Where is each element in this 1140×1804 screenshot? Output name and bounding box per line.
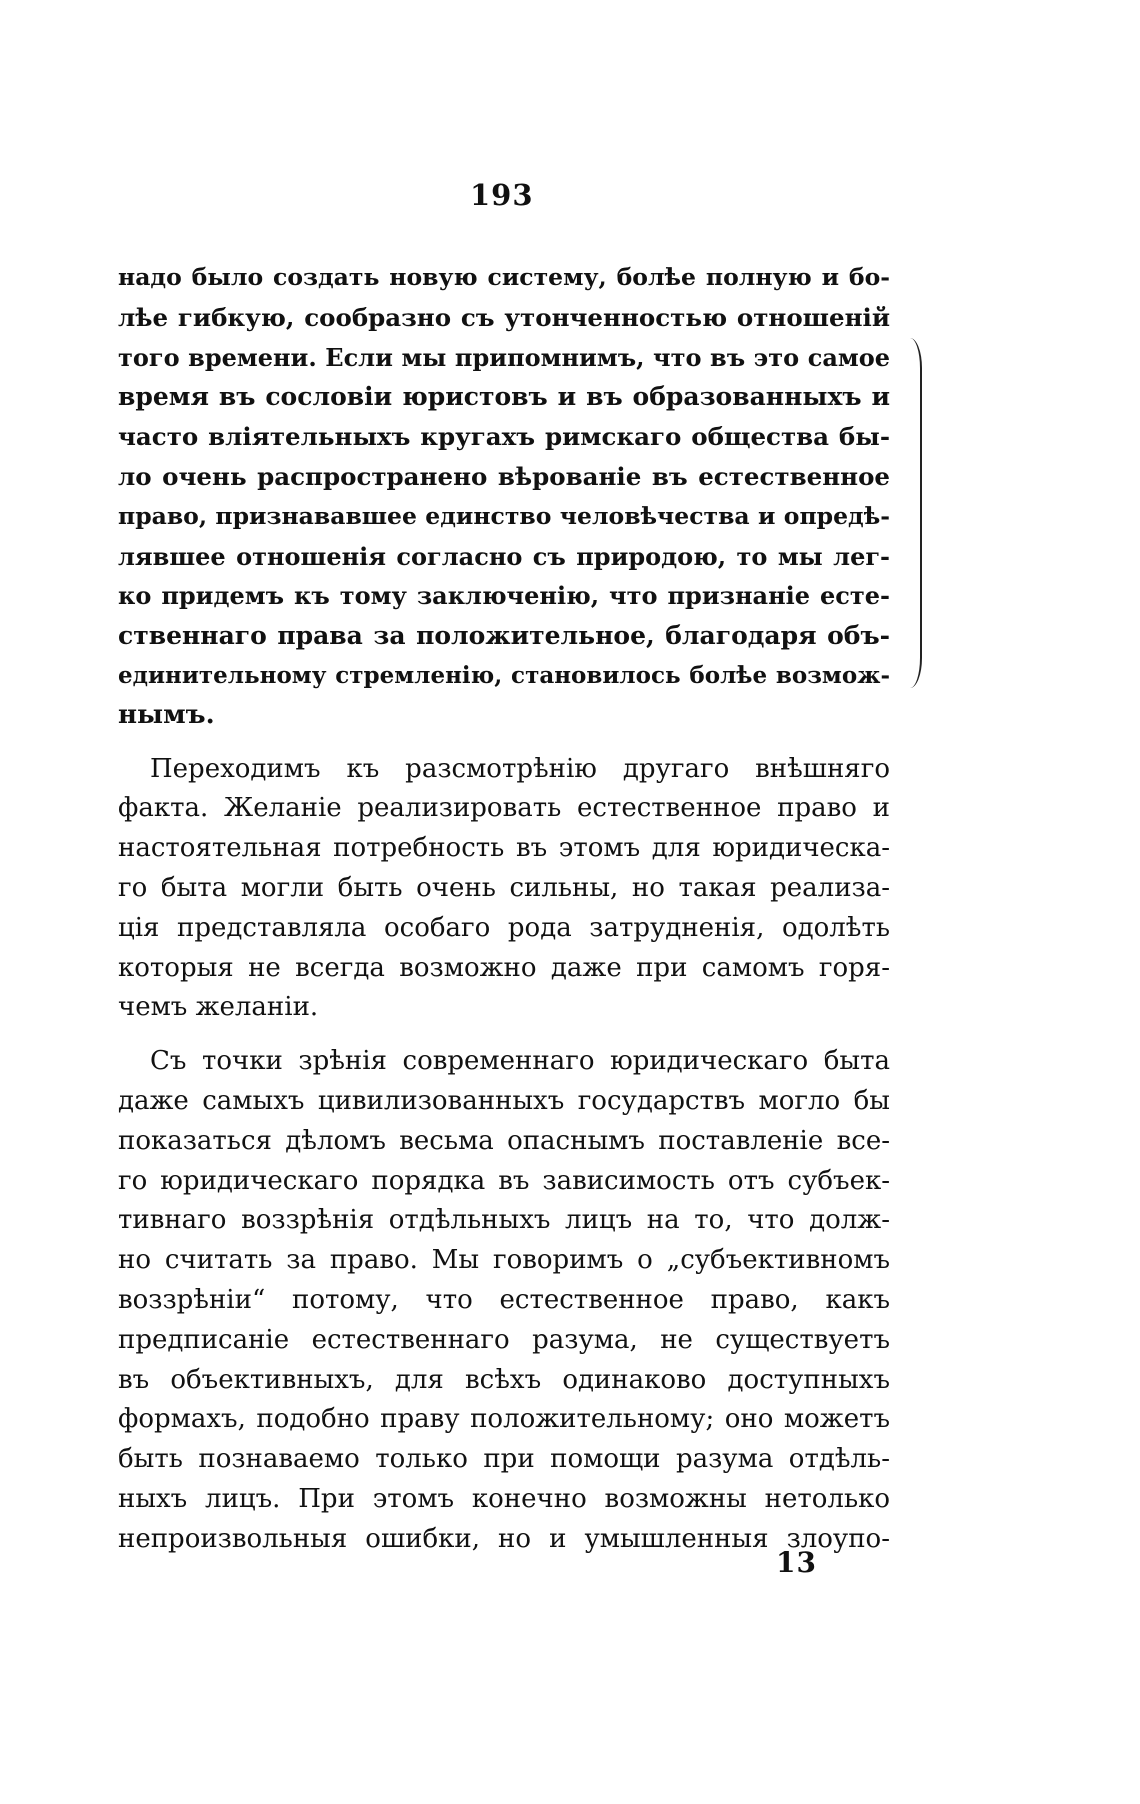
text-line: лявшее отношенія согласно съ природою, то мы лег- (118, 541, 890, 571)
body-text (118, 258, 890, 1560)
margin-bracket-mark (908, 338, 922, 688)
text-line: ко придемъ къ тому заключенію, что признаніе есте- (118, 581, 890, 611)
text-line: время въ сословіи юристовъ и въ образованныхъ и (118, 382, 890, 412)
page-number: 193 (470, 178, 534, 212)
paragraph-1 (118, 258, 890, 736)
text-line: тивнаго воззрѣнія отдѣльныхъ лицъ на то, что долж- (118, 1205, 890, 1236)
text-line: ція представляла особаго рода затрудненія, одолѣть (118, 912, 890, 943)
text-line: го юридическаго порядка въ зависимость отъ субъек- (118, 1165, 890, 1196)
text-line: воззрѣніи“ потому, что естественное право, какъ (118, 1284, 890, 1315)
paragraph-2 (118, 750, 890, 1029)
text-line: формахъ, подобно праву положительному; оно можетъ (118, 1404, 890, 1435)
text-line: Переходимъ къ разсмотрѣнію другаго внѣшняго (150, 753, 890, 784)
text-line: нымъ. (118, 699, 215, 730)
text-line: но считать за право. Мы говоримъ о „субъективномъ (118, 1245, 890, 1276)
text-line: ло очень распространено вѣрованіе въ естественное (118, 461, 890, 491)
text-line: которыя не всегда возможно даже при самомъ горя- (118, 952, 890, 983)
text-line: показаться дѣломъ весьма опаснымъ поставленіе все- (118, 1125, 890, 1156)
paragraph-3 (118, 1042, 890, 1559)
text-line: въ объективныхъ, для всѣхъ одинаково доступныхъ (118, 1364, 890, 1395)
text-line: ныхъ лицъ. При этомъ конечно возможны нетолько (118, 1483, 890, 1514)
text-line: предписаніе естественнаго разума, не существуетъ (118, 1324, 890, 1355)
signature-mark: 13 (776, 1546, 817, 1579)
text-line: Съ точки зрѣнія современнаго юридическаго быта (150, 1046, 890, 1077)
text-line: право, признававшее единство человѣчества и опредѣ- (118, 501, 890, 530)
text-line: того времени. Если мы припомнимъ, что въ это самое (118, 342, 890, 372)
text-line: го быта могли быть очень сильны, но такая реализа- (118, 872, 890, 903)
text-line: лѣе гибкую, сообразно съ утонченностью отношеній (118, 302, 890, 332)
text-line: даже самыхъ цивилизованныхъ государствъ могло бы (118, 1085, 890, 1116)
text-line: часто вліятельныхъ кругахъ римскаго общества бы- (118, 422, 890, 452)
text-line: непроизвольныя ошибки, но и умышленныя злоупо- (118, 1523, 890, 1554)
text-line: ственнаго права за положительное, благодаря объ- (118, 621, 890, 651)
text-line: чемъ желаніи. (118, 992, 319, 1023)
text-line: быть познаваемо только при помощи разума отдѣль- (118, 1444, 890, 1475)
text-line: надо было создать новую систему, болѣе полную и бо- (118, 263, 890, 291)
text-line: настоятельная потребность въ этомъ для юридическа- (118, 833, 890, 864)
text-line: единительному стремленію, становилось болѣе возмож- (118, 661, 890, 689)
text-line: факта. Желаніе реализировать естественное право и (118, 793, 890, 824)
